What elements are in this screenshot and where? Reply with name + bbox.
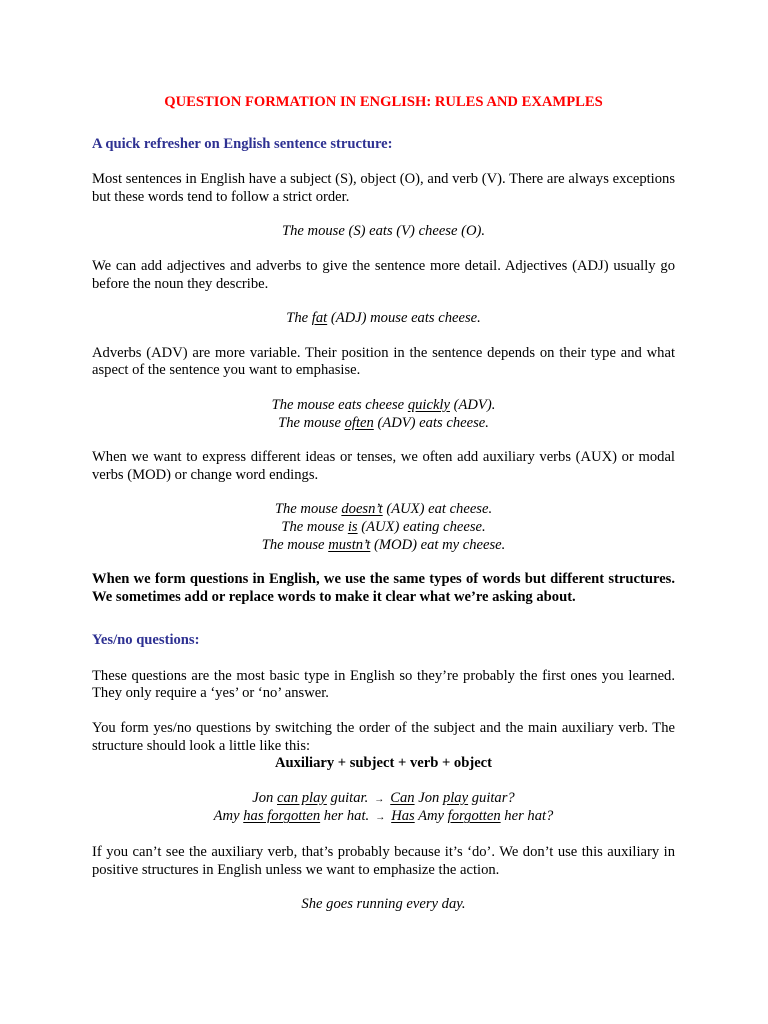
example-text: (ADJ) mouse eats cheese. xyxy=(327,310,481,327)
example-text: (ADV). xyxy=(449,396,496,413)
example-adjective xyxy=(92,310,675,328)
example-text: The mouse eats cheese xyxy=(271,396,408,413)
example-text: The mouse xyxy=(274,501,342,518)
paragraph-question-forms: When we form questions in English, we use the same types of words but different structures. We sometimes add or replace words to make it clear what we’re asking about. xyxy=(92,571,675,605)
example-line xyxy=(92,501,675,519)
example-text: guitar? xyxy=(468,789,515,806)
paragraph-auxiliary-verbs: When we want to express different ideas or tenses, we often add auxiliary verbs (AUX) or modal verbs (MOD) or change word endings. xyxy=(92,449,675,483)
underlined-word: doesn’t xyxy=(341,501,383,518)
paragraph-yes-no-structure: You form yes/no questions by switching the order of the subject and the main auxiliary verb. The structure should look a little like this: xyxy=(92,720,675,754)
paragraph-yes-no-intro: These questions are the most basic type in English so they’re probably the first ones you learned. They only require a ‘yes’ or ‘no’ answer. xyxy=(92,667,675,702)
example-do xyxy=(92,896,675,914)
underlined-word: often xyxy=(344,414,374,431)
arrow-right-icon: → xyxy=(374,793,385,805)
example-text: The mouse xyxy=(261,536,329,553)
example-line xyxy=(92,808,675,827)
structure-formula: Auxiliary + subject + verb + object xyxy=(274,755,493,772)
paragraph-do-auxiliary: If you can’t see the auxiliary verb, that’s probably because it’s ‘do’. We don’t use this auxiliary in positive structures in English unless we want to emphasize the action. xyxy=(92,844,675,878)
paragraph-svo-intro: Most sentences in English have a subject (S), object (O), and verb (V). There are always exceptions but these words tend to follow a strict order. xyxy=(92,171,675,205)
paragraph-adjectives: We can add adjectives and adverbs to give the sentence more detail. Adjectives (ADJ) usually go before the noun they describe. xyxy=(92,257,675,292)
example-text: her hat. xyxy=(320,808,370,825)
underlined-word: play xyxy=(442,789,469,806)
example-text: (ADV) eats cheese. xyxy=(373,414,489,431)
example-text: Jon xyxy=(414,789,443,806)
example-svo xyxy=(92,223,675,241)
underlined-word: mustn’t xyxy=(328,536,371,553)
section-heading-yes-no: Yes/no questions: xyxy=(92,632,200,649)
example-text: The mouse xyxy=(281,518,348,535)
section-heading-sentence-structure: A quick refresher on English sentence structure: xyxy=(92,135,393,152)
example-yes-no xyxy=(92,790,675,827)
example-text: her hat? xyxy=(500,808,554,825)
example-text: (AUX) eat cheese. xyxy=(382,501,493,518)
document-page xyxy=(92,94,675,931)
example-text: The mouse xyxy=(278,414,345,431)
underlined-word: has forgotten xyxy=(243,808,321,825)
underlined-word: fat xyxy=(311,310,328,327)
paragraph-adverbs: Adverbs (ADV) are more variable. Their position in the sentence depends on their type and what aspect of the sentence you want to emphasise. xyxy=(92,344,675,379)
underlined-word: is xyxy=(347,518,358,535)
example-line xyxy=(92,397,675,415)
example-line xyxy=(92,310,675,328)
underlined-word: quickly xyxy=(407,396,450,413)
arrow-right-icon: → xyxy=(375,812,386,824)
underlined-word: can play xyxy=(277,789,327,806)
underlined-word: Can xyxy=(390,789,415,806)
page-title: QUESTION FORMATION IN ENGLISH: RULES AND EXAMPLES xyxy=(164,94,603,110)
underlined-word: Has xyxy=(391,808,415,825)
example-text: guitar. xyxy=(326,789,369,806)
example-text: Amy xyxy=(414,808,448,825)
example-line xyxy=(92,415,675,433)
example-line: She goes running every day. xyxy=(301,896,466,913)
example-auxiliaries xyxy=(92,501,675,554)
example-text: (AUX) eating cheese. xyxy=(357,518,486,535)
example-text: Jon xyxy=(252,789,278,806)
example-text: Amy xyxy=(213,808,244,825)
example-text: The xyxy=(286,310,312,327)
example-text: (MOD) eat my cheese. xyxy=(370,536,506,553)
underlined-word: forgotten xyxy=(447,808,501,825)
example-line xyxy=(92,519,675,537)
example-adverbs xyxy=(92,397,675,432)
example-line: The mouse (S) eats (V) cheese (O). xyxy=(281,223,486,240)
example-line xyxy=(92,537,675,555)
example-line xyxy=(92,790,675,809)
